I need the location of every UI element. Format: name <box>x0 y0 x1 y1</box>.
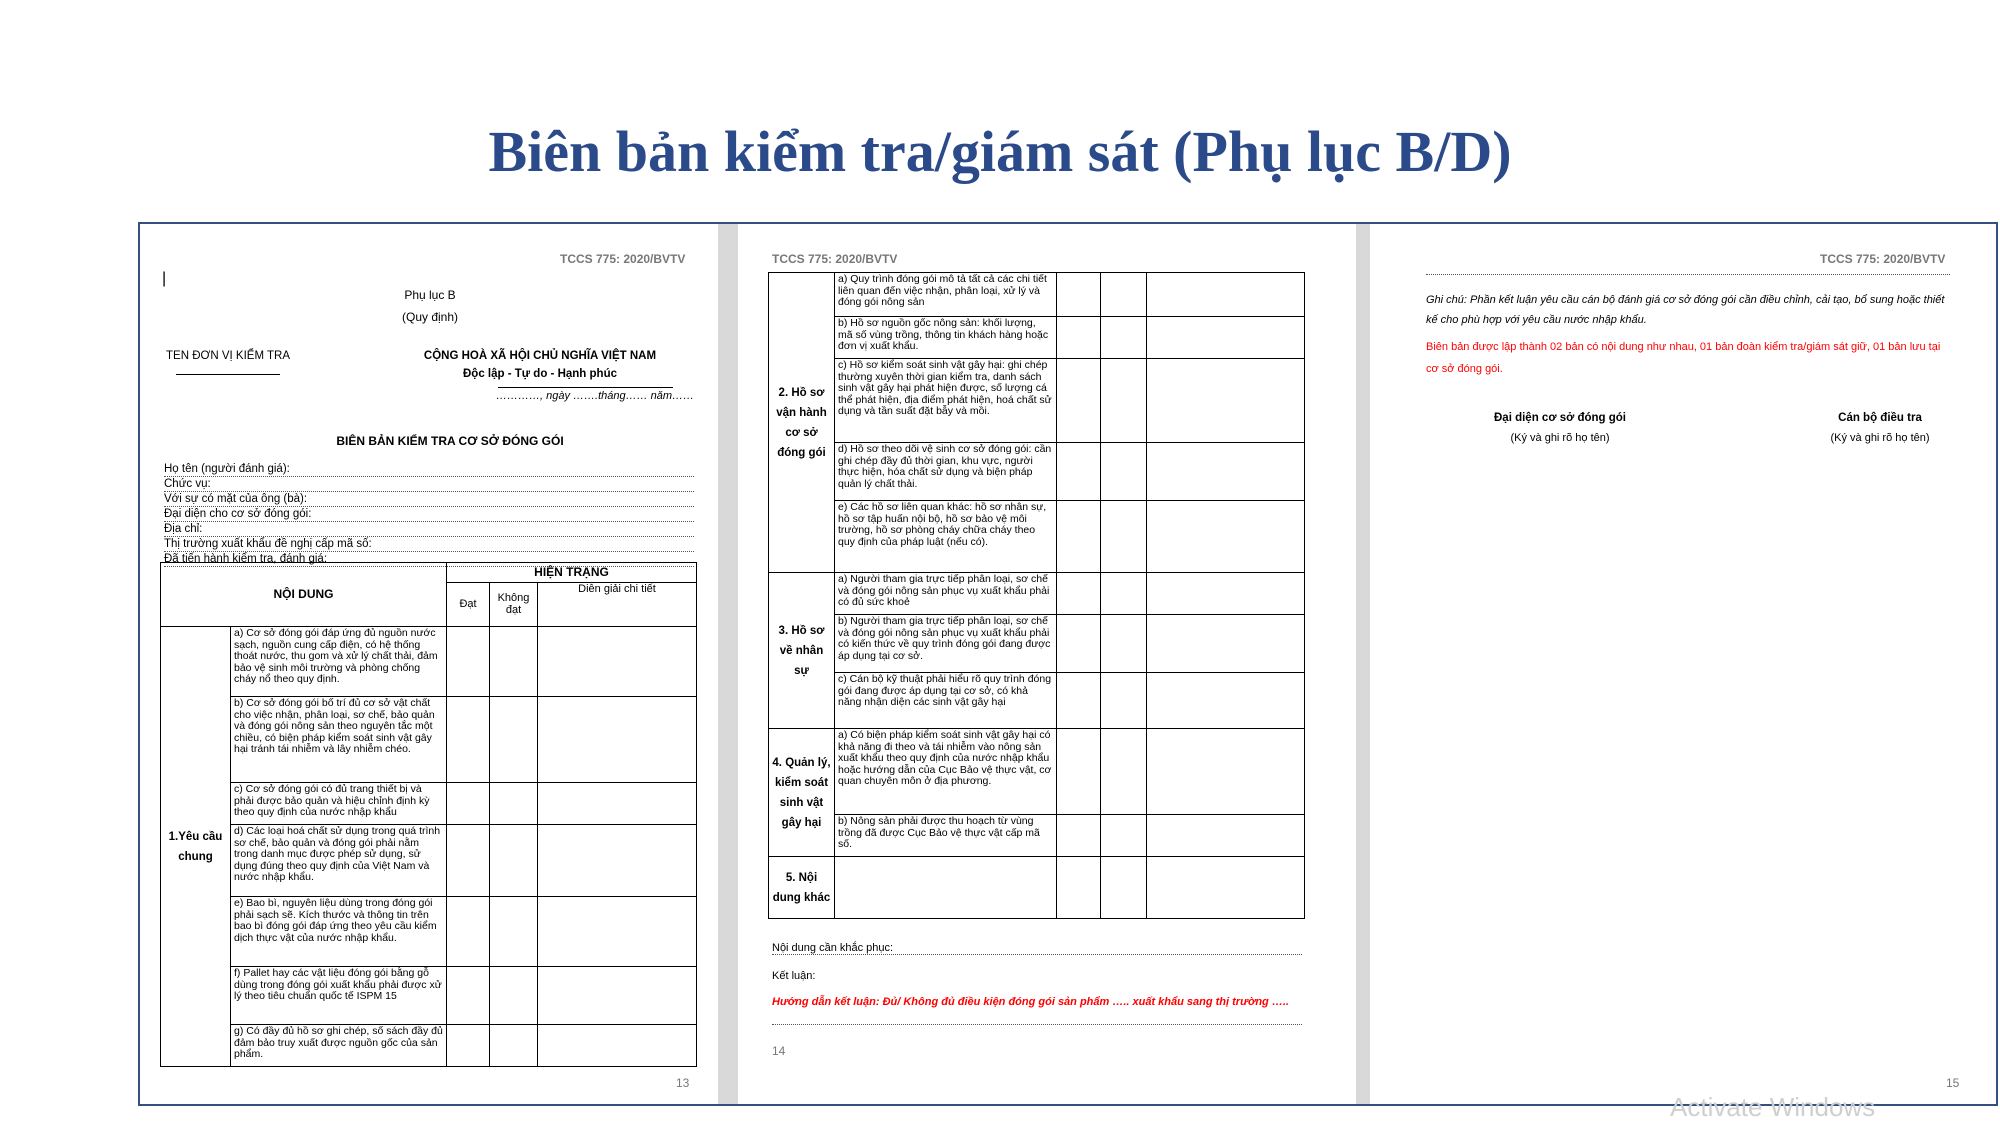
pass-cell[interactable] <box>447 825 490 897</box>
fail-cell[interactable] <box>490 825 538 897</box>
dotted-line <box>772 1024 1302 1025</box>
fail-cell[interactable] <box>1101 729 1147 815</box>
slide-title: Biên bản kiểm tra/giám sát (Phụ lục B/D) <box>488 119 1512 184</box>
detail-cell[interactable] <box>1147 729 1305 815</box>
signature-left-title: Đại diện cơ sở đóng gói <box>1494 412 1626 424</box>
appendix-sub: (Quy định) <box>401 310 459 324</box>
pass-cell[interactable] <box>1057 359 1101 443</box>
motto-underline <box>498 387 673 388</box>
pass-cell[interactable] <box>1057 573 1101 615</box>
detail-cell[interactable] <box>1147 317 1305 359</box>
section-other: 5. Nội dung khác <box>769 857 835 919</box>
pass-cell[interactable] <box>1057 273 1101 317</box>
pass-cell[interactable] <box>447 967 490 1025</box>
pass-cell[interactable] <box>1057 815 1101 857</box>
fail-cell[interactable] <box>1101 573 1147 615</box>
fail-cell[interactable] <box>490 1025 538 1067</box>
fail-cell[interactable] <box>490 897 538 967</box>
fail-cell[interactable] <box>1101 857 1147 919</box>
pass-cell[interactable] <box>1057 729 1101 815</box>
unit-underline <box>176 374 280 375</box>
fail-cell[interactable] <box>1101 673 1147 729</box>
document-title: BIÊN BẢN KIỂM TRA CƠ SỞ ĐÓNG GÓI <box>336 434 564 448</box>
document-page-14 <box>738 224 1356 1104</box>
detail-cell[interactable] <box>1147 615 1305 673</box>
fail-cell[interactable] <box>490 967 538 1025</box>
standard-code: TCCS 775: 2020/BVTV <box>1820 252 1946 266</box>
inspection-table-general <box>160 562 697 1067</box>
header-fail: Không đạt <box>490 583 538 627</box>
pass-cell[interactable] <box>1057 615 1101 673</box>
detail-cell[interactable] <box>1147 443 1305 501</box>
text-cursor: | <box>162 270 167 287</box>
header-content: NỘI DUNG <box>161 563 447 627</box>
detail-cell[interactable] <box>538 897 697 967</box>
appendix-label: Phụ lục B <box>404 288 456 302</box>
section-operation-records: 2. Hồ sơ vận hành cơ sở đóng gói <box>769 273 835 573</box>
criterion-text: e) Bao bì, nguyên liệu dùng trong đóng gói phải sạch sẽ. Kích thước và thông tin trên bao bì đóng gói đáp ứng theo yêu cầu kiểm dịch thực vật của nước nhập khẩu. <box>231 897 447 967</box>
standard-code: TCCS 775: 2020/BVTV <box>560 252 686 266</box>
field-inspection: Đã tiến hành kiểm tra, đánh giá: <box>164 552 694 567</box>
criterion-text: a) Quy trình đóng gói mô tả tất cả các chi tiết liên quan đến việc nhận, phân loại, xử lý và đóng gói nông sản <box>835 273 1057 317</box>
criterion-text: a) Có biện pháp kiểm soát sinh vật gây hại có khả năng đi theo và tái nhiễm vào nông sản xuất khẩu theo quy định của nước nhập khẩu hoặc hướng dẫn của Cục Bảo vệ thực vật, cơ quan chuyên môn ở địa phương. <box>835 729 1057 815</box>
fail-cell[interactable] <box>1101 501 1147 573</box>
signature-right-title: Cán bộ điều tra <box>1838 412 1922 424</box>
page-number: 13 <box>676 1076 690 1090</box>
conclusion-label: Kết luận: <box>772 970 816 982</box>
detail-cell[interactable] <box>538 967 697 1025</box>
document-preview-frame <box>138 222 1998 1106</box>
field-representative: Đại diện cho cơ sở đóng gói: <box>164 507 694 522</box>
detail-cell[interactable] <box>538 783 697 825</box>
detail-cell[interactable] <box>1147 857 1305 919</box>
pass-cell[interactable] <box>1057 317 1101 359</box>
criterion-text: c) Cán bộ kỹ thuật phải hiểu rõ quy trình đóng gói đang được áp dụng tại cơ sở, có khả năng nhận diện các sinh vật gây hại <box>835 673 1057 729</box>
page-number: 15 <box>1946 1076 1960 1090</box>
document-page-13 <box>140 224 718 1104</box>
document-page-15 <box>1370 224 1996 1104</box>
detail-cell[interactable] <box>538 1025 697 1067</box>
field-export-market: Thị trường xuất khẩu đề nghị cấp mã số: <box>164 537 694 552</box>
detail-cell[interactable] <box>1147 573 1305 615</box>
criterion-text: b) Cơ sở đóng gói bố trí đủ cơ sở vật chất cho việc nhận, phân loại, sơ chế, bảo quản và đóng gói nông sản theo nguyên tắc một chiều, có biện pháp kiểm soát sinh vật gây hại tránh tái nhiễm và lây nhiễm chéo. <box>231 697 447 783</box>
field-attendee: Với sự có mặt của ông (bà): <box>164 492 694 507</box>
fail-cell[interactable] <box>1101 815 1147 857</box>
criterion-text: b) Người tham gia trực tiếp phân loại, sơ chế và đóng gói nông sản phục vụ xuất khẩu phải có kiến thức về quy trình đóng gói đang được áp dụng tại cơ sở. <box>835 615 1057 673</box>
conclusion-guide: Hướng dẫn kết luận: Đủ/ Không đủ điều kiện đóng gói sản phẩm ….. xuất khẩu sang thị trường ….. <box>772 996 1289 1008</box>
criterion-text: e) Các hồ sơ liên quan khác: hồ sơ nhân sự, hồ sơ tập huấn nội bộ, hồ sơ bảo vệ môi trường, hồ sơ phòng cháy chữa cháy theo quy định của pháp luật (nếu có). <box>835 501 1057 573</box>
section-personnel: 3. Hồ sơ về nhân sự <box>769 573 835 729</box>
pass-cell[interactable] <box>1057 857 1101 919</box>
standard-code: TCCS 775: 2020/BVTV <box>772 252 898 266</box>
fail-cell[interactable] <box>490 783 538 825</box>
nation-title: CỘNG HOÀ XÃ HỘI CHỦ NGHĨA VIỆT NAM <box>423 350 657 362</box>
info-fields <box>164 462 694 567</box>
motto: Độc lập - Tự do - Hạnh phúc <box>463 368 617 380</box>
header-status: HIỆN TRẠNG <box>447 563 697 583</box>
detail-cell[interactable] <box>538 825 697 897</box>
pass-cell[interactable] <box>1057 501 1101 573</box>
detail-cell[interactable] <box>1147 501 1305 573</box>
fail-cell[interactable] <box>1101 615 1147 673</box>
fail-cell[interactable] <box>1101 443 1147 501</box>
criterion-text: b) Hồ sơ nguồn gốc nông sản: khối lượng, mã số vùng trồng, thông tin khách hàng hoặc đơn vị xuất khẩu. <box>835 317 1057 359</box>
fail-cell[interactable] <box>1101 359 1147 443</box>
page-number: 14 <box>772 1044 786 1058</box>
fail-cell[interactable] <box>490 627 538 697</box>
pass-cell[interactable] <box>447 783 490 825</box>
section-general-label: 1.Yêu cầu chung <box>161 627 231 1067</box>
header-detail: Diễn giải chi tiết <box>538 583 697 627</box>
criterion-text: c) Hồ sơ kiểm soát sinh vật gây hại: ghi chép thường xuyên thời gian kiểm tra, danh sách sinh vật gây hại phát hiện được, số lượng cá thể phát hiện, địa điểm phát hiện, hoá chất sử dụng và tần suất đặt bẫy và mồi. <box>835 359 1057 443</box>
pass-cell[interactable] <box>1057 443 1101 501</box>
criterion-text: c) Cơ sở đóng gói có đủ trang thiết bị và phải được bảo quản và hiệu chỉnh định kỳ theo quy định của nước nhập khẩu <box>231 783 447 825</box>
criterion-text: d) Hồ sơ theo dõi vệ sinh cơ sở đóng gói: cần ghi chép đầy đủ thời gian, khu vực, người thực hiện, hóa chất sử dụng và biện pháp quản lý chất thải. <box>835 443 1057 501</box>
field-evaluator: Họ tên (người đánh giá): <box>164 462 694 477</box>
inspection-table-records <box>768 272 1305 919</box>
detail-cell[interactable] <box>1147 359 1305 443</box>
detail-cell[interactable] <box>538 627 697 697</box>
inspection-unit: TEN ĐƠN VỊ KIỂM TRA <box>166 350 291 362</box>
section-pest-control: 4. Quản lý, kiểm soát sinh vật gây hại <box>769 729 835 857</box>
fail-cell[interactable] <box>490 697 538 783</box>
pass-cell[interactable] <box>1057 673 1101 729</box>
detail-cell[interactable] <box>1147 673 1305 729</box>
detail-cell[interactable] <box>1147 273 1305 317</box>
date-line: …………, ngày …….tháng…… năm…… <box>496 390 695 402</box>
criterion-text: b) Nông sản phải được thu hoạch từ vùng trồng đã được Cục Bảo vệ thực vật cấp mã số. <box>835 815 1057 857</box>
criterion-text: g) Có đầy đủ hồ sơ ghi chép, số sách đầy đủ đảm bảo truy xuất được nguồn gốc của sản phẩm. <box>231 1025 447 1067</box>
fix-content-field: Nội dung cần khắc phục: <box>772 942 1302 955</box>
criterion-text: a) Người tham gia trực tiếp phân loại, sơ chế và đóng gói nông sản phục vụ xuất khẩu phải có đủ sức khoẻ <box>835 573 1057 615</box>
note-text: Ghi chú: Phần kết luận yêu cầu cán bộ đánh giá cơ sở đóng gói cần điều chỉnh, cải tạo, bổ sung hoặc thiết kế cho phù hợp với yêu cầu nước nhập khẩu. <box>1426 294 1945 326</box>
red-note: Biên bản được lập thành 02 bản có nội dung như nhau, 01 bản đoàn kiểm tra/giám sát giữ, 01 bản lưu tại cơ sở đóng gói. <box>1426 341 1941 375</box>
fail-cell[interactable] <box>1101 317 1147 359</box>
detail-cell[interactable] <box>538 697 697 783</box>
criterion-text: f) Pallet hay các vật liệu đóng gói bằng gỗ dùng trong đóng gói xuất khẩu phải được xử lý theo tiêu chuẩn quốc tế ISPM 15 <box>231 967 447 1025</box>
criterion-text: d) Các loại hoá chất sử dụng trong quá trình sơ chế, bảo quản và đóng gói phải nằm trong danh mục được phép sử dụng, sử dụng đúng theo quy định của Việt Nam và nước nhập khẩu. <box>231 825 447 897</box>
dotted-line <box>1426 274 1950 275</box>
pass-cell[interactable] <box>447 627 490 697</box>
header-pass: Đạt <box>447 583 490 627</box>
field-position: Chức vụ: <box>164 477 694 492</box>
field-address: Địa chỉ: <box>164 522 694 537</box>
signature-right-sub: (Ký và ghi rõ họ tên) <box>1830 432 1930 444</box>
signature-left-sub: (Ký và ghi rõ họ tên) <box>1510 432 1610 444</box>
pass-cell[interactable] <box>447 897 490 967</box>
pass-cell[interactable] <box>447 697 490 783</box>
criterion-text <box>835 857 1057 919</box>
activation-watermark: Activate Windows <box>1670 1092 1876 1122</box>
fail-cell[interactable] <box>1101 273 1147 317</box>
criterion-text: a) Cơ sở đóng gói đáp ứng đủ nguồn nước sạch, nguồn cung cấp điện, có hệ thống thoát nước, thu gom và xử lý chất thải, đảm bảo vệ sinh môi trường và phòng chống cháy nổ theo quy định. <box>231 627 447 697</box>
pass-cell[interactable] <box>447 1025 490 1067</box>
detail-cell[interactable] <box>1147 815 1305 857</box>
